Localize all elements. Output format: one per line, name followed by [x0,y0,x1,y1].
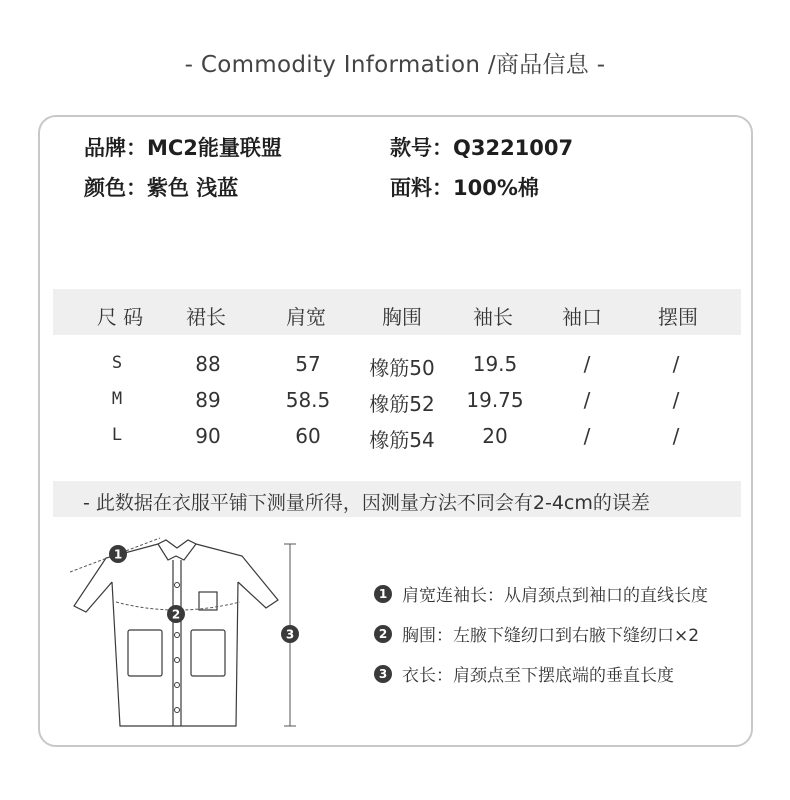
right-sleeve-outline [196,544,278,608]
legend-number-1: 1 [374,585,392,603]
legend-text-3: 衣长：肩颈点至下摆底端的垂直长度 [402,666,674,686]
garment-diagram [60,530,310,735]
cell-cuff: / [583,352,591,376]
cell-cuff: / [583,388,591,412]
header-length: 裙长 [186,305,226,329]
measurement-note-text: - 此数据在衣服平铺下测量所得，因测量方法不同会有2-4cm的误差 [83,492,650,514]
page-title: - Commodity Information /商品信息 - [184,52,606,78]
legend-number-2: 2 [374,625,392,643]
button [175,708,180,713]
svg-text:1: 1 [113,547,123,562]
measure-marker-3 [281,625,299,643]
cell-sleeve-length: 19.5 [472,352,518,376]
measurement-note [53,481,741,517]
chest-pocket [199,592,217,610]
cell-sleeve-length: 20 [482,424,508,448]
cell-chest: 橡筋50 [369,356,435,380]
left-pocket [128,630,162,676]
header-hem: 摆围 [658,305,698,329]
cell-cuff: / [583,424,591,448]
color-label: 颜色：紫色 浅蓝 [84,176,239,200]
button [175,683,180,688]
header-cuff: 袖口 [562,305,602,329]
cell-length: 89 [195,388,221,412]
svg-text:2: 2 [171,607,181,622]
header-sleeve-length: 袖长 [473,305,513,329]
header-shoulder: 肩宽 [286,305,326,329]
right-pocket [191,630,225,676]
cell-length: 90 [195,424,221,448]
measure-marker-2 [167,605,185,623]
cell-shoulder: 58.5 [285,388,331,412]
cell-chest: 橡筋54 [369,428,435,452]
cell-size: S [111,353,123,373]
button [175,658,180,663]
header-size: 尺 码 [96,305,144,329]
cell-hem: / [672,424,680,448]
body-outline [112,582,238,726]
legend-text-1: 肩宽连袖长：从肩颈点到袖口的直线长度 [402,586,708,606]
cell-sleeve-length: 19.75 [466,388,524,412]
cell-hem: / [672,352,680,376]
legend-item-shoulder-sleeve [374,581,708,606]
measure-marker-1 [109,545,127,563]
size-table-header [53,289,741,335]
button [175,633,180,638]
cell-chest: 橡筋52 [369,392,435,416]
header-chest: 胸围 [382,305,422,329]
style-number-label: 款号：Q3221007 [390,136,574,160]
brand-label: 品牌：MC2能量联盟 [84,136,282,160]
button [175,583,180,588]
fabric-label: 面料：100%棉 [390,176,539,200]
legend-item-length [374,661,674,686]
legend-number-3: 3 [374,665,392,683]
legend-item-chest [374,621,699,646]
cell-size: L [111,425,123,445]
svg-text:3: 3 [285,627,295,642]
cell-shoulder: 60 [295,424,321,448]
cell-hem: / [672,388,680,412]
cell-length: 88 [195,352,221,376]
legend-text-2: 胸围：左腋下缝纫口到右腋下缝纫口×2 [402,626,700,646]
cell-shoulder: 57 [295,352,321,376]
cell-size: M [111,389,123,409]
collar-outline [158,540,196,560]
